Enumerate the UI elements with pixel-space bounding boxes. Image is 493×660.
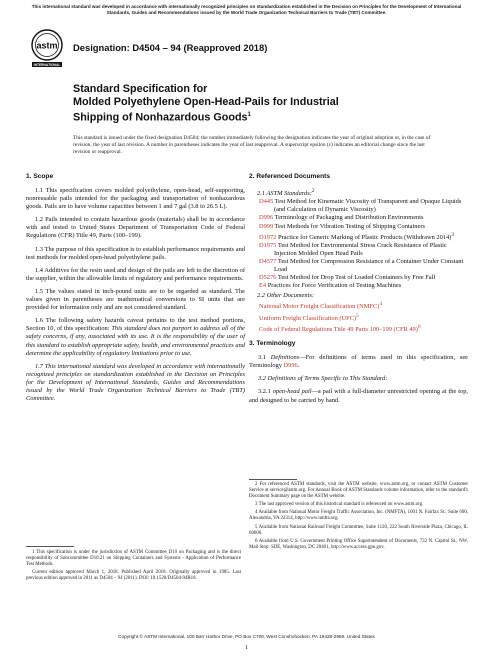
scope-1-7: 1.7 This international standard was developed in accordance with internationally recognized principles on standardization established in the Decision on Principles for the Development of International Standards, Guides and Recommendations issued by the World Trade Organization Technical Barriers to Trade (TBT) Committee. — [26, 362, 245, 403]
astm-logo-icon — [30, 29, 64, 69]
title-line-1: Standard Specification for — [73, 83, 208, 95]
reference-item[interactable] — [259, 198, 468, 214]
reference-item[interactable] — [259, 231, 468, 242]
astm-standards-label: 2.1 ASTM Standards: — [257, 190, 312, 198]
astm-standards-mark: 2 — [311, 188, 315, 194]
scope-1-6 — [26, 317, 245, 357]
other-documents-label: 2.2 Other Documents: — [257, 292, 314, 300]
scope-1-5: 1.5 The values stated in inch-pound units are to be regarded as standard. The values given in parentheses are mathematical conversions to SI units that are provided for information only and are not considered standard. — [26, 287, 245, 312]
svg-text:astm: astm — [36, 40, 58, 51]
title-line-2: Molded Polyethylene Open-Head-Pails for Industrial — [73, 96, 339, 108]
svg-text:INTERNATIONAL: INTERNATIONAL — [33, 63, 61, 67]
title-footnote-mark: 1 — [247, 112, 251, 118]
other-document-link[interactable] — [259, 300, 468, 311]
footnotes-right — [249, 482, 468, 553]
title-line-3 — [73, 109, 403, 125]
reference-title: Test Method for Kinematic Viscosity of Transparent and Opaque Liquids (and Calculation of Dynamic Viscosity) — [273, 198, 462, 214]
title-line-3-text: Shipping of Nonhazardous Goods — [73, 111, 248, 124]
withdrawn-footnote-mark: 3 — [451, 231, 454, 238]
reference-code-link[interactable]: D445 — [259, 198, 274, 206]
other-document-title[interactable]: Code of Federal Regulations Title 49 Parts 100–199 (CFR 49) — [259, 326, 418, 334]
footnote-1-edition: Current edition approved March 1, 2018. Published April 2018. Originally approved in 1985. Last previous edition approved in 2011 as D4504 – 94 (2011). DOI: 10.1520/D4504-94R18. — [26, 570, 241, 582]
terminology-3-1-end: . — [297, 362, 300, 370]
references-heading: 2. Referenced Documents — [249, 173, 330, 180]
reference-code-link[interactable]: D1972 — [259, 233, 277, 241]
reference-item[interactable] — [259, 274, 468, 282]
page-number: 1 — [245, 645, 248, 651]
footnote-3: 3 The last approved version of this historical standard is referenced on www.astm.org. — [255, 502, 424, 508]
reference-code-link[interactable]: D996 — [259, 214, 274, 222]
terminology-heading: 3. Terminology — [249, 340, 296, 348]
reference-title: Practices for Force Verification of Testing Machines — [266, 282, 402, 290]
other-document-link[interactable] — [259, 312, 468, 323]
reference-code-link[interactable]: D5276 — [259, 274, 277, 282]
other-document-link[interactable] — [259, 323, 468, 334]
footnotes-left — [26, 550, 241, 584]
scope-1-4: 1.4 Additives for the resin used and design of the pails are left to the discretion of the supplier, within the allowable limits of regulatory and performance requirements. — [26, 266, 245, 282]
left-column — [26, 173, 245, 408]
terminology-3-1-text: —For definitions of terms used in this specification, see Terminology — [249, 354, 469, 370]
reference-title: Test Methods for Vibration Testing of Shipping Containers — [273, 222, 425, 230]
footnote-1: 1 This specification is under the jurisdiction of ASTM Committee D10 on Packaging and is the direct responsibility of Subcommittee D10.21 on Shipping Containers and Systems - Application of Performance Test Methods. — [26, 550, 241, 568]
terminology-3-1-number: 3.1 — [258, 354, 271, 362]
right-column — [249, 173, 468, 410]
footnote-2: 2 For referenced ASTM standards, visit the ASTM website, www.astm.org, or contact ASTM Customer Service at service@astm.org. For Annual Book of ASTM Standards volume information, refer to the standard's Document Summary page on the ASTM website. — [249, 482, 468, 500]
reference-item[interactable] — [259, 214, 468, 222]
reference-title: Practice for Generic Marking of Plastic Products (Withdrawn 2014) — [276, 233, 452, 241]
terminology-d996-link[interactable]: D996 — [283, 362, 298, 370]
other-document-mark: 4 — [379, 301, 383, 308]
terminology-3-2-1-term: open-head pail — [272, 388, 312, 396]
top-notice: This international standard was developed in accordance with internationally recognized principles on standardization established in the Decision on Principles for the Development of International Standards, Guides and Recommendations issued by the World Trade Organization Technical Barriers to Trade (TBT) Committee. — [31, 4, 462, 15]
other-document-title[interactable]: National Motor Freight Classification (NMFC) — [259, 303, 380, 311]
reference-code-link[interactable]: D4577 — [259, 258, 277, 265]
copyright-line: Copyright © ASTM International, 100 Barr Harbor Drive, PO Box C700, West Conshohocken, PA 19428-2959. United States — [118, 634, 375, 639]
footnote-5: 5 Available from National Railroad Freight Committee, Suite 1120, 222 South Riverside Plaza, Chicago, IL 60606. — [249, 524, 468, 536]
scope-heading: 1. Scope — [26, 173, 54, 180]
reference-code-link[interactable]: E4 — [259, 282, 267, 290]
intro-note: This standard is issued under the fixed designation D4504; the number immediately following the designation indicates the year of original adoption or, in the case of revision, the year of last revision. A number in parentheses indicates the year of last reapproval. A superscript epsilon (ε) indicates an editorial change since the last revision or reapproval. — [73, 135, 431, 155]
footnote-divider-right — [249, 479, 297, 480]
terminology-3-2-1 — [249, 388, 468, 404]
document-title — [73, 83, 403, 125]
reference-item[interactable] — [259, 223, 468, 231]
terminology-3-2-1-number: 3.2.1 — [258, 388, 273, 396]
footnote-6: 6 Available from U.S. Government Printing Office Superintendent of Documents, 732 N. Capitol St., NW, Mail Stop: SDE, Washington, DC 20401, http://www.access.gpo.gov. — [249, 538, 468, 550]
reference-code-link[interactable]: D1975 — [259, 241, 277, 249]
other-document-mark: 6 — [417, 323, 421, 330]
other-documents-subheading — [257, 292, 468, 300]
terminology-3-2: 3.2 Definitions of Terms Specific to This Standard: — [258, 375, 388, 383]
scope-1-6-text: 1.6 The following safety hazards caveat pertains to the test method portions, Section 10, of this specification: — [26, 317, 245, 333]
footnote-4: 4 Available from National Motor Freight Traffic Association, Inc. (NMFTA), 1001 N. Fairfax St., Suite 600, Alexandria, VA 22314, http://www.nmfta.org. — [249, 510, 468, 522]
scope-1-2: 1.2 Pails intended to contain hazardous goods (materials) shall be in accordance with and tested to United States Department of Transportation Code of Federal Regulations (CFR) Title 49, Parts (100–199). — [26, 216, 245, 240]
reference-item[interactable] — [259, 282, 468, 290]
reference-item[interactable] — [259, 258, 468, 274]
other-document-mark: 5 — [356, 312, 359, 319]
terminology-3-1-label: Definitions — [270, 354, 300, 362]
footnote-divider-left — [26, 546, 74, 547]
terminology-3-1 — [249, 354, 468, 370]
other-document-title[interactable]: Uniform Freight Classification (UFC) — [259, 314, 357, 322]
reference-title: Test Method for Compression Resistance of a Container Under Constant Load — [274, 258, 464, 274]
reference-title: Test Method for Drop Test of Loaded Containers by Free Fall — [276, 274, 436, 282]
scope-1-3: 1.3 The purpose of this specification is to establish performance requirements and test methods for molded open-head polyethylene pails. — [26, 245, 245, 261]
scope-1-1: 1.1 This specification covers molded polyethylene, open-head, self-supporting, nonreusable pails intended for the packaging and transportation of nonhazardous goods. Pails are to have volume capacities between 1 and 7 gal (3.8 to 26.5 L). — [26, 187, 245, 211]
astm-standards-subheading — [257, 187, 468, 198]
terminology-3-2-1-definition: —a pail with a full-diameter unrestricted opening at the top, and designed to be carried by hand. — [249, 388, 468, 404]
reference-title: Terminology of Packaging and Distribution Environments — [273, 214, 424, 222]
reference-item[interactable] — [259, 242, 468, 258]
reference-title: Test Method for Environmental Stress Crack Resistance of Plastic Injection Molded Open Head Pails — [274, 241, 447, 257]
designation: Designation: D4504 – 94 (Reapproved 2018) — [73, 42, 268, 53]
reference-code-link[interactable]: D999 — [259, 222, 274, 230]
scope-1-6-caveat: This standard does not purport to address all of the safety concerns, if any, associated with its use. It is the responsibility of the user of this standard to establish appropriate safety, health, and environmental practices and determine the applicability of regulatory limitations prior to use. — [26, 325, 245, 357]
